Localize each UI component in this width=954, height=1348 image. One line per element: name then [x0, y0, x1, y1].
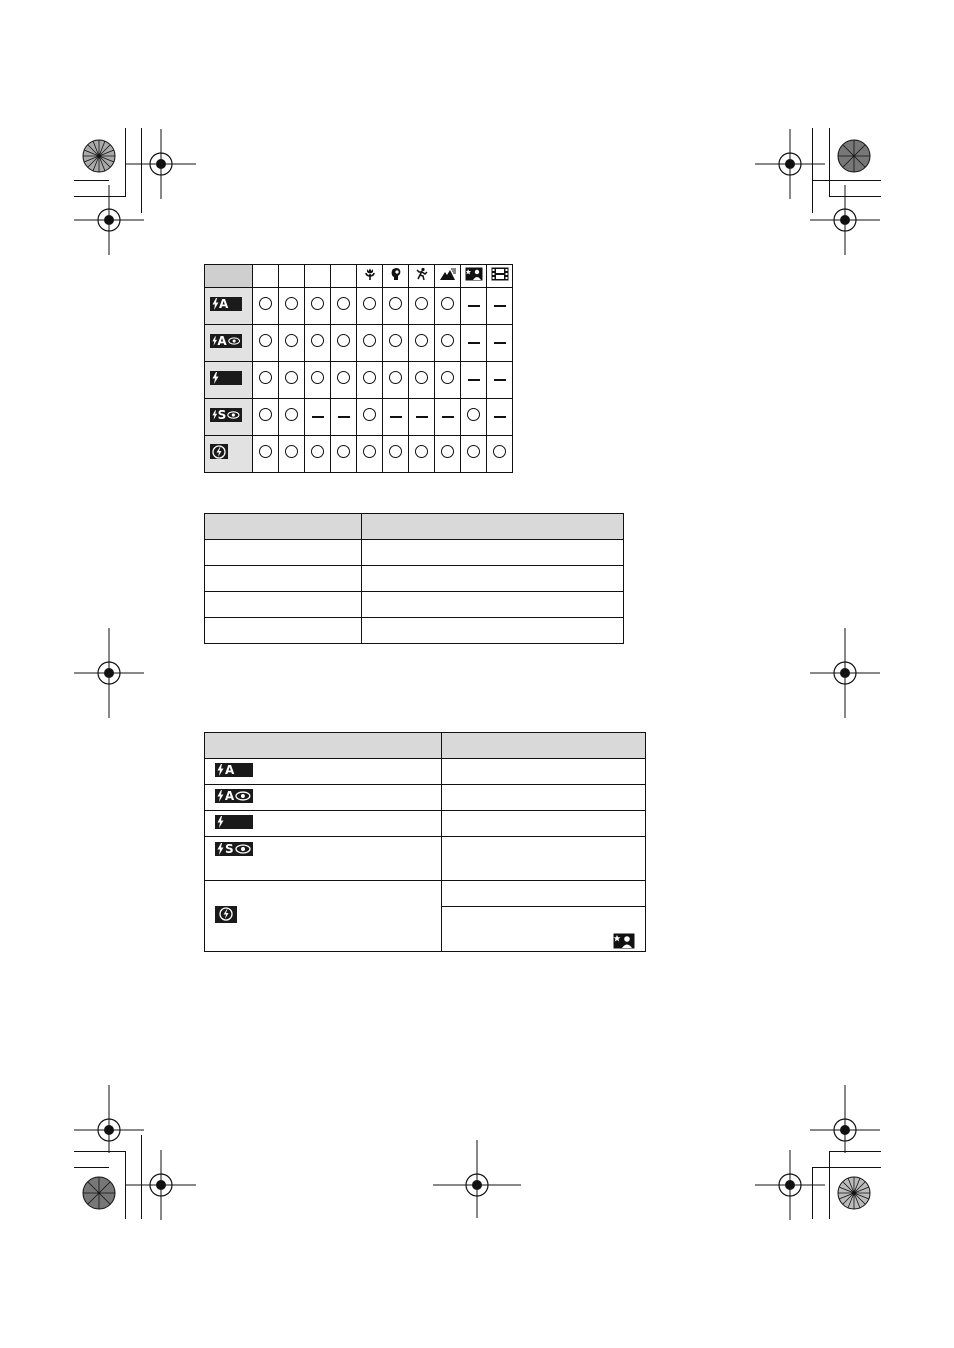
supported-mark: [363, 408, 376, 421]
table-cell: [435, 288, 461, 325]
table-cell: [461, 399, 487, 436]
table-cell: [409, 399, 435, 436]
not-supported-mark: [468, 305, 480, 307]
supported-mark: [467, 445, 480, 458]
table-cell: [442, 881, 646, 907]
table-cell: [442, 811, 646, 837]
table-cell: [461, 288, 487, 325]
flash-scene-compatibility-table: [204, 264, 513, 473]
table-cell: [205, 540, 362, 566]
table-cell: [409, 325, 435, 362]
table-cell: [442, 785, 646, 811]
supported-mark: [337, 297, 350, 310]
supported-mark: [415, 445, 428, 458]
supported-mark: [285, 408, 298, 421]
table-cell: [383, 436, 409, 473]
supported-mark: [259, 297, 272, 310]
table-cell: [331, 399, 357, 436]
table-cell: [442, 759, 646, 785]
supported-mark: [311, 371, 324, 384]
supported-mark: [441, 371, 454, 384]
row-header: [205, 399, 253, 436]
registration-crosshair-icon: [126, 1150, 196, 1220]
flash-forced-off-icon: [215, 906, 237, 923]
table-cell: [487, 288, 513, 325]
registration-crosshair-icon: [810, 628, 880, 718]
table-header-row: [205, 514, 624, 540]
table-header-row: [205, 733, 646, 759]
supported-mark: [311, 334, 324, 347]
flash-mode-letter: S: [225, 842, 234, 856]
portrait-icon: [389, 267, 403, 281]
supported-mark: [259, 334, 272, 347]
color-bar-starburst-icon: [836, 1175, 872, 1211]
table-cell: [487, 362, 513, 399]
table-row: [205, 759, 646, 785]
table-cell: [357, 399, 383, 436]
row-header: [205, 362, 253, 399]
column-header: [205, 733, 442, 759]
supported-mark: [363, 297, 376, 310]
table-cell: [487, 325, 513, 362]
table-cell: [205, 785, 442, 811]
color-bar-starburst-icon: [81, 138, 117, 174]
supported-mark: [285, 297, 298, 310]
supported-mark: [259, 408, 272, 421]
table-cell: [253, 325, 279, 362]
registration-crosshair-icon: [433, 1140, 521, 1218]
table-cell: [205, 881, 442, 952]
table-row: [205, 566, 624, 592]
table-row: [205, 785, 646, 811]
flash-forced-on-icon: [215, 815, 253, 829]
supported-mark: [389, 334, 402, 347]
registration-crosshair-icon: [810, 185, 880, 255]
supported-mark: [389, 445, 402, 458]
table-cell: [331, 436, 357, 473]
supported-mark: [285, 445, 298, 458]
macro-tulip-icon: [363, 267, 377, 281]
table-cell: [279, 362, 305, 399]
flash-slow-sync-redeye-icon: [215, 842, 253, 856]
supported-mark: [441, 445, 454, 458]
supported-mark: [441, 334, 454, 347]
night-portrait-icon: [613, 933, 635, 949]
table-cell: [357, 288, 383, 325]
table-cell: [435, 399, 461, 436]
row-header: [205, 325, 253, 362]
column-header: [487, 265, 513, 288]
table-cell: [461, 325, 487, 362]
table-row: [205, 540, 624, 566]
not-supported-mark: [338, 416, 350, 418]
table-cell: [362, 592, 624, 618]
column-header: [362, 514, 624, 540]
table-cell: [205, 759, 442, 785]
supported-mark: [441, 297, 454, 310]
table-cell: [279, 325, 305, 362]
table-cell: [253, 436, 279, 473]
table-cell: [362, 566, 624, 592]
flash-auto-redeye-icon: [210, 334, 242, 348]
flash-mode-letter: A: [225, 762, 235, 777]
table-cell: [205, 566, 362, 592]
column-header: [279, 265, 305, 288]
not-supported-mark: [494, 342, 506, 344]
table-cell: [487, 436, 513, 473]
supported-mark: [337, 334, 350, 347]
supported-mark: [285, 334, 298, 347]
not-supported-mark: [494, 305, 506, 307]
table-cell: [205, 592, 362, 618]
table-cell: [409, 362, 435, 399]
table-cell: [279, 436, 305, 473]
table-row: [205, 362, 513, 399]
table-row: [205, 325, 513, 362]
table-row: [205, 288, 513, 325]
column-header: [253, 265, 279, 288]
flash-mode-letter: A: [219, 297, 229, 311]
supported-mark: [311, 297, 324, 310]
table-cell: [253, 288, 279, 325]
table-cell: [305, 288, 331, 325]
flash-mode-letter: S: [217, 408, 227, 422]
supported-mark: [337, 371, 350, 384]
column-header: [442, 733, 646, 759]
table-cell: [305, 362, 331, 399]
table-cell: [435, 436, 461, 473]
registration-crosshair-icon: [755, 1150, 825, 1220]
supported-mark: [415, 297, 428, 310]
table-cell: [253, 399, 279, 436]
table-cell: [435, 325, 461, 362]
table-cell: [279, 288, 305, 325]
table-row: [205, 811, 646, 837]
table-cell: [205, 811, 442, 837]
table-cell: [305, 399, 331, 436]
supported-mark: [337, 445, 350, 458]
supported-mark: [363, 334, 376, 347]
supported-mark: [389, 371, 402, 384]
color-bar-starburst-icon: [836, 138, 872, 174]
table-cell: [331, 325, 357, 362]
table-cell: [357, 436, 383, 473]
table-cell: [331, 362, 357, 399]
table-row: [205, 592, 624, 618]
table-cell: [383, 325, 409, 362]
night-portrait-icon: [465, 267, 483, 281]
row-header: [205, 288, 253, 325]
flash-mode-letter: A: [224, 788, 235, 803]
table-cell: [409, 288, 435, 325]
supported-mark: [363, 371, 376, 384]
table-row: [205, 618, 624, 644]
supported-mark: [415, 371, 428, 384]
table-cell: [409, 436, 435, 473]
table-cell: [205, 618, 362, 644]
motion-picture-icon: [491, 267, 509, 281]
supported-mark: [415, 334, 428, 347]
table-cell: [331, 288, 357, 325]
flash-auto-icon: [215, 763, 253, 777]
table-corner-cell: [205, 265, 253, 288]
table-cell: [357, 325, 383, 362]
not-supported-mark: [416, 416, 428, 418]
supported-mark: [285, 371, 298, 384]
registration-crosshair-icon: [74, 185, 144, 255]
supported-mark: [493, 445, 506, 458]
not-supported-mark: [494, 379, 506, 381]
table-header-row: [205, 265, 513, 288]
column-header: [205, 514, 362, 540]
flash-shutter-speed-table: [204, 732, 646, 952]
table-cell: [442, 837, 646, 881]
table-cell: [383, 362, 409, 399]
table-row: [205, 436, 513, 473]
not-supported-mark: [390, 416, 402, 418]
sports-icon: [415, 267, 429, 281]
registration-crosshair-icon: [74, 628, 144, 718]
column-header: [409, 265, 435, 288]
table-cell: [461, 362, 487, 399]
table-cell: [362, 618, 624, 644]
column-header: [305, 265, 331, 288]
not-supported-mark: [468, 379, 480, 381]
flash-auto-icon: [210, 297, 242, 311]
flash-forced-on-icon: [210, 371, 242, 385]
table-cell: [383, 288, 409, 325]
table-cell: [362, 540, 624, 566]
not-supported-mark: [468, 342, 480, 344]
table-row: [205, 837, 646, 881]
column-header: [331, 265, 357, 288]
table-cell: [279, 399, 305, 436]
table-cell: [305, 325, 331, 362]
supported-mark: [363, 445, 376, 458]
table-cell: [205, 837, 442, 881]
table-cell: [435, 362, 461, 399]
scenery-icon: [439, 267, 457, 281]
flash-mode-letter: A: [217, 334, 227, 348]
table-row: [205, 399, 513, 436]
table-cell: [253, 362, 279, 399]
flash-range-table: [204, 513, 624, 644]
table-cell: [442, 907, 646, 952]
supported-mark: [311, 445, 324, 458]
supported-mark: [259, 445, 272, 458]
column-header: [435, 265, 461, 288]
flash-forced-off-icon: [210, 444, 228, 459]
table-cell: [487, 399, 513, 436]
row-header: [205, 436, 253, 473]
table-cell: [461, 436, 487, 473]
column-header: [383, 265, 409, 288]
column-header: [357, 265, 383, 288]
not-supported-mark: [312, 416, 324, 418]
flash-auto-redeye-icon: [215, 789, 253, 803]
table-cell: [383, 399, 409, 436]
flash-slow-sync-redeye-icon: [210, 408, 242, 422]
not-supported-mark: [494, 416, 506, 418]
column-header: [461, 265, 487, 288]
table-cell: [357, 362, 383, 399]
color-bar-starburst-icon: [81, 1175, 117, 1211]
supported-mark: [389, 297, 402, 310]
table-cell: [305, 436, 331, 473]
table-row: [205, 881, 646, 907]
supported-mark: [467, 408, 480, 421]
not-supported-mark: [442, 416, 454, 418]
supported-mark: [259, 371, 272, 384]
